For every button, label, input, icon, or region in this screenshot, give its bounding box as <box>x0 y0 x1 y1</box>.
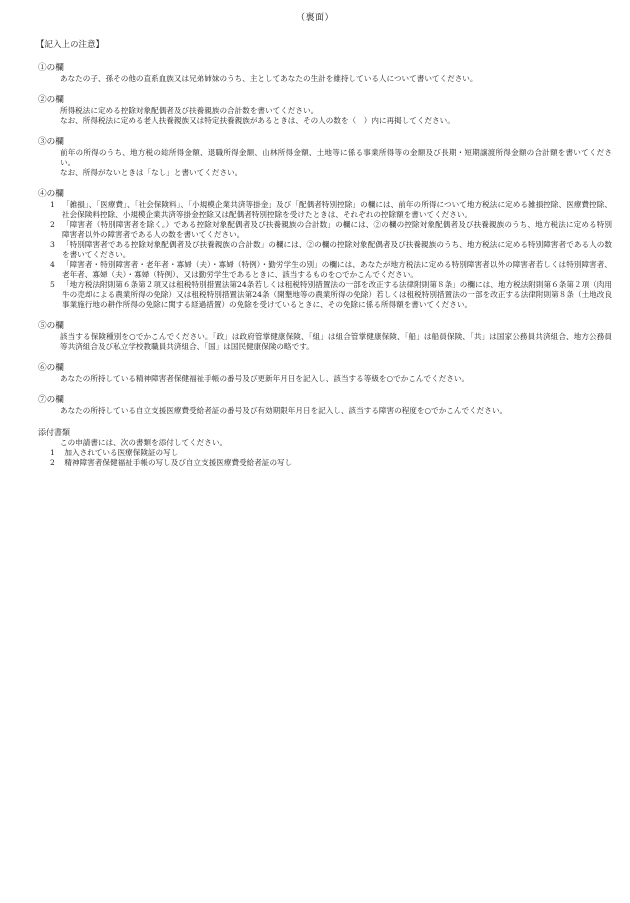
list-item <box>50 220 612 240</box>
item-text: 「雑損」、「医療費」、「社会保険料」、「小規模企業共済等掛金」及び「配偶者特別控除」の欄には、前年の所得について地方税法に定める雑損控除、医療費控除、社会保険料控除、小規模企業共済等掛金控除又は配偶者特別控除を受けたときは、それぞれの控除額を書いてください。 <box>62 200 612 219</box>
section-4 <box>36 189 612 310</box>
attachments-title: 添付書類 <box>38 428 70 437</box>
list-item <box>50 200 612 220</box>
section-paragraph: あなたの所持している精神障害者保健福祉手帳の番号及び更新年月日を記入し、該当する等級を○でかこんでください。 <box>60 374 470 383</box>
section-paragraph: あなたの子、孫その他の直系血族又は兄弟姉妹のうち、主としてあなたの生計を維持している人について書いてください。 <box>60 74 478 83</box>
item-text: 「特別障害者である控除対象配偶者及び扶養親族の合計数」の欄には、②の欄の控除対象配偶者及び扶養親族のうち、地方税法に定める特別障害者である人の数を書いてください。 <box>62 240 612 259</box>
section-paragraph: 前年の所得のうち、地方税の総所得金額、退職所得金額、山林所得金額、土地等に係る事業所得等の金額及び長期・短期譲渡所得金額の合計額を書いてください。 <box>60 148 612 167</box>
section-paragraph: なお、所得税法に定める老人扶養親族又は特定扶養親族があるときは、その人の数を（ ）内に再掲してください。 <box>60 116 455 125</box>
section-title: ②の欄 <box>38 95 64 105</box>
attachments-section <box>36 427 612 468</box>
item-number: 3 <box>50 240 55 249</box>
section-2 <box>36 95 612 126</box>
section-title: ③の欄 <box>38 137 64 147</box>
attachment-item <box>50 458 612 468</box>
section-5 <box>36 321 612 352</box>
notes-content <box>36 40 612 479</box>
item-number: 1 <box>50 448 55 457</box>
attachment-item <box>50 448 612 458</box>
list-item <box>50 260 612 280</box>
item-text: 精神障害者保健福祉手帳の写し及び自立支援医療費受給者証の写し <box>64 458 293 467</box>
item-text: 「地方税法附則第６条第２項又は租税特別措置法第24条若しくは租税特別措置法の一部を改正する法律附則第８条」の欄には、地方税法附則第６条第２項（肉用牛の売却による農業所得の免除）又は租税特別措置法第24条（開墾地等の農業所得の免除）若しくは租税特別措置法の一部を改正する法律附則第８条（土地改良事業施行地の耕作所得の免除に関する経過措置）の免除を受けているときに、その免除に係る所得額を書いてください。 <box>62 280 612 309</box>
list-item <box>50 280 612 310</box>
section-3 <box>36 137 612 178</box>
item-text: 加入されている医療保険証の写し <box>64 448 179 457</box>
attachments-intro: この申請書には、次の書類を添付してください。 <box>60 438 228 447</box>
item-number: 1 <box>50 200 55 209</box>
section-paragraph: 所得税法に定める控除対象配偶者及び扶養親族の合計数を書いてください。 <box>60 106 319 115</box>
item-text: 「障害者・特別障害者・老年者・寡婦（夫）・寡婦（特例）・勤労学生の別」の欄には、あなたが地方税法に定める特別障害者以外の障害者若しくは特別障害者、老年者、寡婦（夫）・寡婦（特例）、又は勤労学生であるときに、該当するものを○でかこんでください。 <box>62 260 612 279</box>
item-number: 2 <box>50 458 55 467</box>
section-7 <box>36 395 612 416</box>
section-4-items <box>50 200 612 310</box>
section-paragraph: 該当する保険種別を○でかこんでください。「政」は政府管掌健康保険、「組」は組合管掌健康保険、「船」は船員保険、「共」は国家公務員共済組合、地方公務員等共済組合及び私立学校教職員共済組合、「国」は国民健康保険の略です。 <box>60 332 612 351</box>
notice-title: 【記入上の注意】 <box>36 40 105 50</box>
section-title: ⑥の欄 <box>38 363 64 373</box>
section-6 <box>36 363 612 384</box>
section-1 <box>36 63 612 84</box>
item-number: 2 <box>50 220 55 229</box>
item-text: 「障害者（特別障害者を除く。）である控除対象配偶者及び扶養親族の合計数」の欄には、②の欄の控除対象配偶者及び扶養親族のうち、地方税法に定める特別障害者以外の障害者である人の数を書いてください。 <box>62 220 612 239</box>
item-number: 4 <box>50 260 55 269</box>
item-number: 5 <box>50 280 55 289</box>
list-item <box>50 240 612 260</box>
section-paragraph: あなたの所持している自立支援医療費受給者証の番号及び有効期限年月日を記入し、該当する障害の程度を○でかこんでください。 <box>60 406 508 415</box>
section-paragraph: なお、所得がないときは「なし」と書いてください。 <box>60 168 243 177</box>
page-side-label: （裏面） <box>295 13 334 23</box>
section-title: ①の欄 <box>38 63 64 73</box>
section-title: ⑤の欄 <box>38 321 64 331</box>
section-title: ④の欄 <box>38 189 64 199</box>
section-title: ⑦の欄 <box>38 395 64 405</box>
